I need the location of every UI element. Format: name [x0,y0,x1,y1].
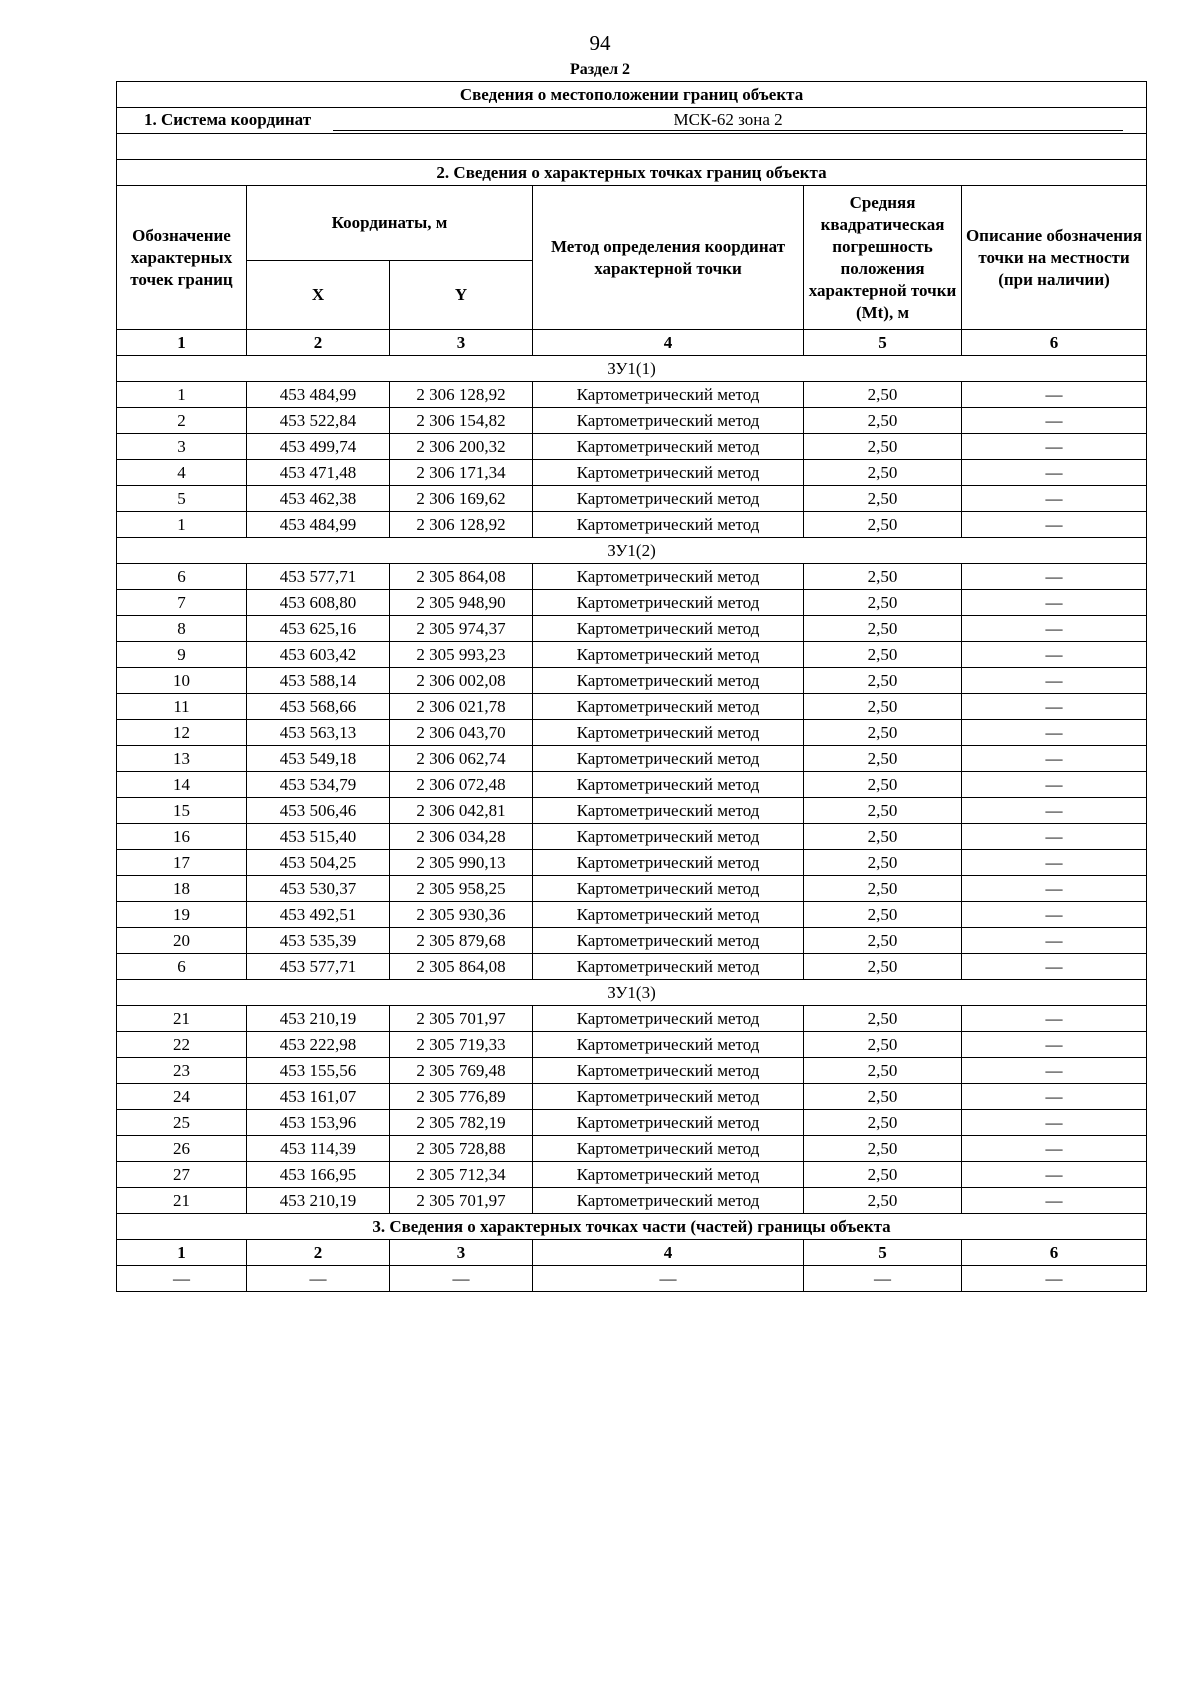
x-cell: 453 534,79 [247,772,390,798]
description-cell: — [962,512,1147,538]
coordinate-system-cell [117,108,1147,134]
y-cell: 2 306 072,48 [390,772,533,798]
point-cell: 22 [117,1032,247,1058]
column-number: 1 [117,330,247,356]
method-cell: Картометрический метод [533,1084,804,1110]
method-cell: Картометрический метод [533,460,804,486]
method-cell: Картометрический метод [533,824,804,850]
table-row [117,1136,1147,1162]
group-row [117,356,1147,382]
method-cell: Картометрический метод [533,590,804,616]
method-cell: Картометрический метод [533,434,804,460]
point-cell: 23 [117,1058,247,1084]
section-label: Раздел 2 [569,61,631,78]
page-number: 94 [589,31,611,55]
error-cell: 2,50 [804,1136,962,1162]
table-row [117,1006,1147,1032]
table-row [117,1058,1147,1084]
description-cell: — [962,1162,1147,1188]
boundary-table [116,81,1147,1292]
x-cell: 453 153,96 [247,1110,390,1136]
header-row-top [117,186,1147,261]
parts-cell: — [390,1266,533,1292]
description-cell: — [962,1084,1147,1110]
method-cell: Картометрический метод [533,1136,804,1162]
group-label: ЗУ1(2) [117,538,1147,564]
table-row [117,694,1147,720]
column-number: 2 [247,1240,390,1266]
description-cell: — [962,824,1147,850]
group-row [117,980,1147,1006]
y-cell: 2 305 948,90 [390,590,533,616]
document-title: Сведения о местоположении границ объекта [117,82,1147,108]
y-cell: 2 306 128,92 [390,382,533,408]
description-cell: — [962,694,1147,720]
description-cell: — [962,720,1147,746]
y-cell: 2 306 034,28 [390,824,533,850]
point-cell: 21 [117,1006,247,1032]
y-cell: 2 305 993,23 [390,642,533,668]
y-cell: 2 306 171,34 [390,460,533,486]
description-cell: — [962,954,1147,980]
group-row [117,538,1147,564]
x-cell: 453 530,37 [247,876,390,902]
description-cell: — [962,434,1147,460]
parts-cell: — [533,1266,804,1292]
y-cell: 2 305 930,36 [390,902,533,928]
x-cell: 453 625,16 [247,616,390,642]
header-designation: Обозначение характерных точек границ [117,186,247,330]
table-row [117,408,1147,434]
header-x: X [247,261,390,330]
table-row [117,746,1147,772]
y-cell: 2 306 021,78 [390,694,533,720]
error-cell: 2,50 [804,1032,962,1058]
table-row [117,1110,1147,1136]
y-cell: 2 305 864,08 [390,954,533,980]
error-cell: 2,50 [804,1188,962,1214]
method-cell: Картометрический метод [533,798,804,824]
error-cell: 2,50 [804,564,962,590]
description-cell: — [962,1188,1147,1214]
x-cell: 453 549,18 [247,746,390,772]
table-row [117,850,1147,876]
x-cell: 453 222,98 [247,1032,390,1058]
y-cell: 2 306 002,08 [390,668,533,694]
table-row [117,590,1147,616]
error-cell: 2,50 [804,460,962,486]
point-cell: 24 [117,1084,247,1110]
x-cell: 453 155,56 [247,1058,390,1084]
description-cell: — [962,902,1147,928]
point-cell: 27 [117,1162,247,1188]
description-cell: — [962,928,1147,954]
method-cell: Картометрический метод [533,486,804,512]
point-cell: 16 [117,824,247,850]
x-cell: 453 499,74 [247,434,390,460]
header-description: Описание обозначения точки на местности (при наличии) [962,186,1147,330]
x-cell: 453 484,99 [247,382,390,408]
error-cell: 2,50 [804,824,962,850]
y-cell: 2 305 769,48 [390,1058,533,1084]
y-cell: 2 306 169,62 [390,486,533,512]
description-cell: — [962,590,1147,616]
point-cell: 11 [117,694,247,720]
method-cell: Картометрический метод [533,876,804,902]
description-cell: — [962,798,1147,824]
table-row [117,824,1147,850]
y-cell: 2 305 719,33 [390,1032,533,1058]
error-cell: 2,50 [804,772,962,798]
point-cell: 6 [117,954,247,980]
table-row [117,434,1147,460]
parts-column-number-row [117,1240,1147,1266]
description-cell: — [962,408,1147,434]
parts-section-row [117,1214,1147,1240]
method-cell: Картометрический метод [533,720,804,746]
x-cell: 453 462,38 [247,486,390,512]
error-cell: 2,50 [804,434,962,460]
parts-section-title: 3. Сведения о характерных точках части (частей) границы объекта [117,1214,1147,1240]
parts-cell: — [247,1266,390,1292]
column-number: 4 [533,330,804,356]
description-cell: — [962,486,1147,512]
description-cell: — [962,1110,1147,1136]
column-number: 4 [533,1240,804,1266]
x-cell: 453 504,25 [247,850,390,876]
point-cell: 12 [117,720,247,746]
error-cell: 2,50 [804,1006,962,1032]
error-cell: 2,50 [804,850,962,876]
x-cell: 453 588,14 [247,668,390,694]
y-cell: 2 306 128,92 [390,512,533,538]
x-cell: 453 608,80 [247,590,390,616]
y-cell: 2 305 958,25 [390,876,533,902]
y-cell: 2 305 776,89 [390,1084,533,1110]
error-cell: 2,50 [804,746,962,772]
point-cell: 26 [117,1136,247,1162]
method-cell: Картометрический метод [533,928,804,954]
table-row [117,1162,1147,1188]
points-section-row [117,160,1147,186]
description-cell: — [962,1136,1147,1162]
method-cell: Картометрический метод [533,382,804,408]
method-cell: Картометрический метод [533,668,804,694]
point-cell: 17 [117,850,247,876]
description-cell: — [962,616,1147,642]
method-cell: Картометрический метод [533,1032,804,1058]
error-cell: 2,50 [804,616,962,642]
method-cell: Картометрический метод [533,850,804,876]
x-cell: 453 568,66 [247,694,390,720]
y-cell: 2 306 062,74 [390,746,533,772]
table-row [117,642,1147,668]
coordinate-system-value: МСК-62 зона 2 [333,110,1123,131]
table-row [117,382,1147,408]
x-cell: 453 577,71 [247,564,390,590]
table-row [117,1188,1147,1214]
column-number: 2 [247,330,390,356]
header-coordinates: Координаты, м [247,186,533,261]
method-cell: Картометрический метод [533,1058,804,1084]
point-cell: 2 [117,408,247,434]
description-cell: — [962,746,1147,772]
method-cell: Картометрический метод [533,1110,804,1136]
method-cell: Картометрический метод [533,694,804,720]
error-cell: 2,50 [804,954,962,980]
group-label: ЗУ1(3) [117,980,1147,1006]
table-row [117,668,1147,694]
y-cell: 2 305 782,19 [390,1110,533,1136]
coordinate-system-row [117,108,1147,134]
method-cell: Картометрический метод [533,746,804,772]
x-cell: 453 506,46 [247,798,390,824]
error-cell: 2,50 [804,798,962,824]
method-cell: Картометрический метод [533,772,804,798]
x-cell: 453 563,13 [247,720,390,746]
parts-data-row [117,1266,1147,1292]
point-cell: 6 [117,564,247,590]
error-cell: 2,50 [804,902,962,928]
header-method: Метод определения координат характерной точки [533,186,804,330]
error-cell: 2,50 [804,382,962,408]
point-cell: 3 [117,434,247,460]
point-cell: 18 [117,876,247,902]
y-cell: 2 305 879,68 [390,928,533,954]
table-row [117,798,1147,824]
x-cell: 453 603,42 [247,642,390,668]
point-cell: 25 [117,1110,247,1136]
error-cell: 2,50 [804,590,962,616]
point-cell: 14 [117,772,247,798]
description-cell: — [962,850,1147,876]
x-cell: 453 522,84 [247,408,390,434]
error-cell: 2,50 [804,512,962,538]
point-cell: 9 [117,642,247,668]
column-number: 6 [962,330,1147,356]
table-row [117,902,1147,928]
points-section-title: 2. Сведения о характерных точках границ объекта [117,160,1147,186]
parts-cell: — [117,1266,247,1292]
description-cell: — [962,1006,1147,1032]
error-cell: 2,50 [804,408,962,434]
parts-section-body [117,1214,1147,1292]
error-cell: 2,50 [804,1110,962,1136]
x-cell: 453 210,19 [247,1188,390,1214]
error-cell: 2,50 [804,668,962,694]
table-row [117,564,1147,590]
spacer-row [117,134,1147,160]
y-cell: 2 306 043,70 [390,720,533,746]
point-cell: 5 [117,486,247,512]
column-number-row [117,330,1147,356]
y-cell: 2 305 701,97 [390,1188,533,1214]
error-cell: 2,50 [804,486,962,512]
groups-body [117,356,1147,1214]
method-cell: Картометрический метод [533,954,804,980]
header-y: Y [390,261,533,330]
description-cell: — [962,876,1147,902]
error-cell: 2,50 [804,928,962,954]
method-cell: Картометрический метод [533,616,804,642]
method-cell: Картометрический метод [533,1162,804,1188]
point-cell: 1 [117,382,247,408]
column-number: 5 [804,330,962,356]
y-cell: 2 305 728,88 [390,1136,533,1162]
point-cell: 15 [117,798,247,824]
table-row [117,1084,1147,1110]
description-cell: — [962,1058,1147,1084]
spacer-cell [117,134,1147,160]
x-cell: 453 166,95 [247,1162,390,1188]
method-cell: Картометрический метод [533,1006,804,1032]
table-row [117,876,1147,902]
description-cell: — [962,564,1147,590]
column-number: 1 [117,1240,247,1266]
table-row [117,616,1147,642]
y-cell: 2 305 990,13 [390,850,533,876]
y-cell: 2 305 974,37 [390,616,533,642]
error-cell: 2,50 [804,1084,962,1110]
method-cell: Картометрический метод [533,408,804,434]
point-cell: 4 [117,460,247,486]
method-cell: Картометрический метод [533,512,804,538]
parts-cell: — [962,1266,1147,1292]
description-cell: — [962,668,1147,694]
x-cell: 453 114,39 [247,1136,390,1162]
method-cell: Картометрический метод [533,564,804,590]
x-cell: 453 484,99 [247,512,390,538]
error-cell: 2,50 [804,1058,962,1084]
point-cell: 10 [117,668,247,694]
description-cell: — [962,460,1147,486]
point-cell: 20 [117,928,247,954]
coordinate-system-label: 1. Система координат [143,110,312,129]
error-cell: 2,50 [804,876,962,902]
y-cell: 2 305 701,97 [390,1006,533,1032]
error-cell: 2,50 [804,642,962,668]
description-cell: — [962,382,1147,408]
column-number: 3 [390,330,533,356]
table-row [117,1032,1147,1058]
error-cell: 2,50 [804,1162,962,1188]
method-cell: Картометрический метод [533,1188,804,1214]
table-row [117,720,1147,746]
x-cell: 453 471,48 [247,460,390,486]
table-row [117,954,1147,980]
x-cell: 453 210,19 [247,1006,390,1032]
x-cell: 453 577,71 [247,954,390,980]
parts-cell: — [804,1266,962,1292]
y-cell: 2 306 154,82 [390,408,533,434]
x-cell: 453 161,07 [247,1084,390,1110]
description-cell: — [962,1032,1147,1058]
column-number: 6 [962,1240,1147,1266]
y-cell: 2 305 712,34 [390,1162,533,1188]
point-cell: 8 [117,616,247,642]
description-cell: — [962,772,1147,798]
error-cell: 2,50 [804,694,962,720]
y-cell: 2 305 864,08 [390,564,533,590]
table-row [117,512,1147,538]
method-cell: Картометрический метод [533,902,804,928]
x-cell: 453 515,40 [247,824,390,850]
error-cell: 2,50 [804,720,962,746]
point-cell: 13 [117,746,247,772]
method-cell: Картометрический метод [533,642,804,668]
point-cell: 19 [117,902,247,928]
boundary-table-body [117,82,1147,356]
title-row [117,82,1147,108]
point-cell: 21 [117,1188,247,1214]
x-cell: 453 535,39 [247,928,390,954]
y-cell: 2 306 042,81 [390,798,533,824]
group-label: ЗУ1(1) [117,356,1147,382]
table-row [117,772,1147,798]
table-row [117,460,1147,486]
header-error: Средняя квадратическая погрешность положения характерной точки (Mt), м [804,186,962,330]
y-cell: 2 306 200,32 [390,434,533,460]
x-cell: 453 492,51 [247,902,390,928]
description-cell: — [962,642,1147,668]
table-row [117,928,1147,954]
column-number: 5 [804,1240,962,1266]
column-number: 3 [390,1240,533,1266]
table-row [117,486,1147,512]
point-cell: 7 [117,590,247,616]
point-cell: 1 [117,512,247,538]
